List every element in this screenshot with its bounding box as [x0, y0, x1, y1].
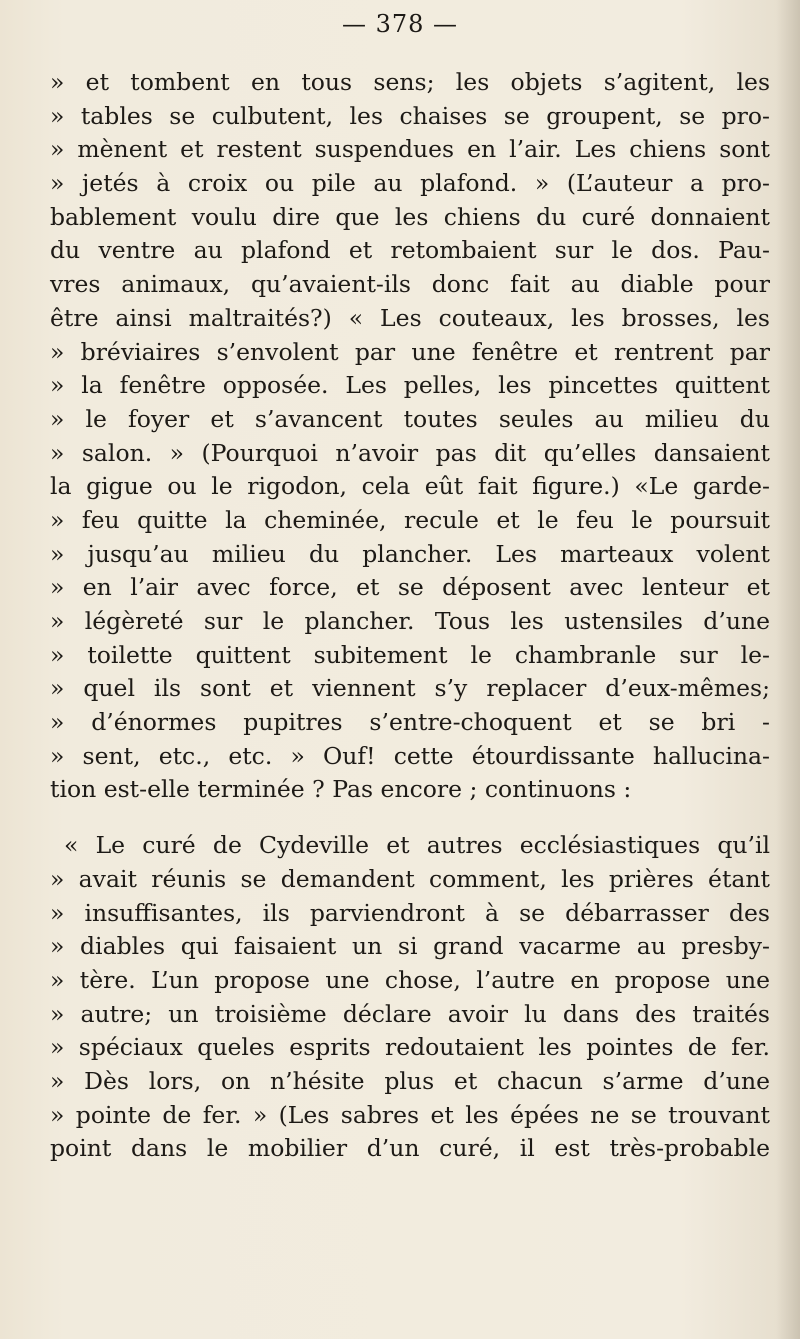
text-line: » le foyer et s’avancent toutes seules au milieu du	[50, 404, 770, 433]
text-line: tion est-elle terminée ? Pas encore ; continuons :	[50, 775, 632, 804]
text-line: être ainsi maltraités?) « Les couteaux, les brosses, les	[50, 303, 770, 332]
text-line: » avait réunis se demandent comment, les prières étant	[50, 864, 770, 893]
text-line: » toilette quittent subitement le chambranle sur le-	[50, 640, 770, 669]
text-line: » en l’air avec force, et se déposent avec lenteur et	[50, 573, 770, 602]
text-line: » d’énormes pupitres s’entre-choquent et se bri -	[50, 708, 770, 737]
text-line: » diables qui faisaient un si grand vacarme au presby-	[50, 932, 770, 961]
text-line: » feu quitte la cheminée, recule et le feu le poursuit	[50, 505, 770, 534]
text-line: bablement voulu dire que les chiens du curé donnaient	[50, 202, 770, 231]
text-line: » sent, etc., etc. » Ouf! cette étourdissante hallucina-	[50, 741, 770, 770]
page-number-header: — 378 —	[341, 10, 459, 38]
text-line: » bréviaires s’envolent par une fenêtre et rentrent par	[50, 337, 770, 366]
page-edge-shadow	[776, 0, 800, 1339]
text-line: » insuffisantes, ils parviendront à se débarrasser des	[50, 898, 770, 927]
text-line: du ventre au plafond et retombaient sur le dos. Pau-	[50, 236, 770, 265]
text-line: « Le curé de Cydeville et autres ecclésiastiques qu’il	[64, 831, 770, 860]
paragraph-1	[50, 66, 770, 807]
body-text	[50, 66, 770, 1166]
text-line: » légèreté sur le plancher. Tous les ustensiles d’une	[50, 607, 770, 635]
text-line: » tère. L’un propose une chose, l’autre en propose une	[50, 965, 770, 994]
text-line: » jusqu’au milieu du plancher. Les marteaux volent	[50, 539, 770, 568]
text-line: » autre; un troisième déclare avoir lu dans des traités	[50, 999, 770, 1028]
text-line: » jetés à croix ou pile au plafond. » (L’auteur a pro-	[50, 169, 770, 198]
text-line: » salon. » (Pourquoi n’avoir pas dit qu’elles dansaient	[50, 438, 770, 467]
text-line: » Dès lors, on n’hésite plus et chacun s’arme d’une	[50, 1066, 770, 1095]
text-line: » mènent et restent suspendues en l’air. Les chiens sont	[50, 135, 770, 164]
text-line: » et tombent en tous sens; les objets s’agitent, les	[50, 68, 770, 96]
text-line: la gigue ou le rigodon, cela eût fait figure.) «Le garde-	[50, 472, 770, 501]
text-line: » tables se culbutent, les chaises se groupent, se pro-	[50, 101, 770, 130]
text-line: » spéciaux queles esprits redoutaient les pointes de fer.	[50, 1033, 770, 1062]
paragraph-gap	[50, 807, 770, 829]
text-line: » la fenêtre opposée. Les pelles, les pincettes quittent	[50, 371, 770, 400]
text-line: point dans le mobilier d’un curé, il est très-probable	[50, 1134, 770, 1163]
text-line: vres animaux, qu’avaient-ils donc fait au diable pour	[50, 270, 770, 299]
text-line: » pointe de fer. » (Les sabres et les épées ne se trouvant	[50, 1100, 770, 1129]
paragraph-2	[50, 829, 770, 1166]
text-line: » quel ils sont et viennent s’y replacer d’eux-mêmes;	[50, 674, 770, 703]
